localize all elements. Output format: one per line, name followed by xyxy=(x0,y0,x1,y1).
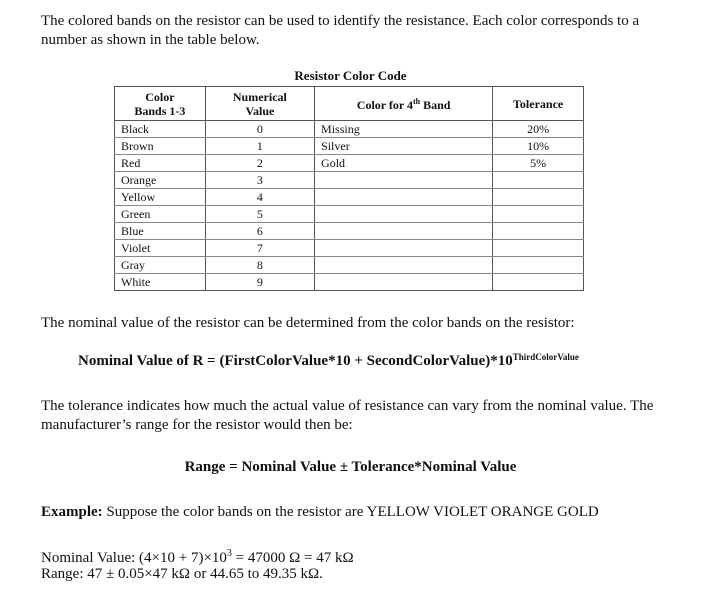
band4-cell xyxy=(315,206,493,223)
tolerance-cell xyxy=(493,240,584,257)
tolerance-cell xyxy=(493,206,584,223)
band4-cell: Silver xyxy=(315,138,493,155)
band4-cell: Missing xyxy=(315,121,493,138)
band4-cell xyxy=(315,223,493,240)
band4-cell xyxy=(315,240,493,257)
table-title: Resistor Color Code xyxy=(294,68,407,83)
table-row xyxy=(115,172,584,189)
table-row xyxy=(115,189,584,206)
example-text: Suppose the color bands on the resistor are YELLOW VIOLET ORANGE GOLD xyxy=(102,504,599,520)
value-cell: 8 xyxy=(205,257,314,274)
table-row xyxy=(115,155,584,172)
tolerance-paragraph: The tolerance indicates how much the actual value of resistance can vary from the nominal value. The manufacturer’s range for the resistor would then be: xyxy=(41,398,654,433)
value-cell: 7 xyxy=(205,240,314,257)
tolerance-cell xyxy=(493,172,584,189)
nominal-formula-main: Nominal Value of R = (FirstColorValue*10 + SecondColorValue)*10 xyxy=(78,353,513,369)
table-row xyxy=(115,274,584,291)
range-formula: Range = Nominal Value ± Tolerance*Nominal Value xyxy=(184,459,517,475)
tolerance-cell: 20% xyxy=(493,121,584,138)
band4-cell: Gold xyxy=(315,155,493,172)
value-cell: 0 xyxy=(205,121,314,138)
value-cell: 9 xyxy=(205,274,314,291)
intro-paragraph: The colored bands on the resistor can be used to identify the resistance. Each color corresponds to a number as shown in the table below. xyxy=(41,13,640,48)
header-band4-sup: th xyxy=(413,97,421,106)
table-row xyxy=(115,206,584,223)
tolerance-cell: 5% xyxy=(493,155,584,172)
header-value-line2: Value xyxy=(245,103,275,118)
header-color-bands xyxy=(115,87,206,121)
header-color-line1: Color xyxy=(145,89,175,104)
value-cell: 3 xyxy=(205,172,314,189)
header-value-line1: Numerical xyxy=(232,89,287,104)
color-cell: Black xyxy=(115,121,206,138)
color-cell: Yellow xyxy=(115,189,206,206)
band4-cell xyxy=(315,172,493,189)
table-row xyxy=(115,240,584,257)
nominal-formula-exponent: ThirdColorValue xyxy=(512,352,579,362)
color-cell: Blue xyxy=(115,223,206,240)
header-color-line2: Bands 1-3 xyxy=(134,103,186,118)
example-paragraph xyxy=(41,503,599,522)
color-cell: Gray xyxy=(115,257,206,274)
table-header-row xyxy=(115,87,584,121)
range-calculation: Range: 47 ± 0.05×47 kΩ or 44.65 to 49.35 kΩ. xyxy=(41,566,323,582)
value-cell: 1 xyxy=(205,138,314,155)
header-color-4th-band xyxy=(315,87,493,121)
example-label: Example: xyxy=(41,504,103,520)
color-cell: Orange xyxy=(115,172,206,189)
color-cell: Green xyxy=(115,206,206,223)
value-cell: 5 xyxy=(205,206,314,223)
color-cell: White xyxy=(115,274,206,291)
nominal-calc-part1: Nominal Value: (4×10 + 7)×10 xyxy=(41,550,227,566)
band4-cell xyxy=(315,274,493,291)
value-cell: 4 xyxy=(205,189,314,206)
nominal-value-paragraph: The nominal value of the resistor can be determined from the color bands on the resistor: xyxy=(41,315,575,331)
header-band4-tail: Band xyxy=(420,98,451,112)
table-row xyxy=(115,121,584,138)
color-cell: Violet xyxy=(115,240,206,257)
header-tolerance: Tolerance xyxy=(493,87,584,121)
band4-cell xyxy=(315,257,493,274)
band4-cell xyxy=(315,189,493,206)
table-row xyxy=(115,257,584,274)
tolerance-cell xyxy=(493,257,584,274)
table-row xyxy=(115,223,584,240)
header-band4-text: Color for 4 xyxy=(356,98,413,112)
value-cell: 6 xyxy=(205,223,314,240)
table-body xyxy=(115,121,584,291)
nominal-calc-part2: = 47000 Ω = 47 kΩ xyxy=(231,550,354,566)
color-cell: Brown xyxy=(115,138,206,155)
nominal-value-formula xyxy=(78,353,579,370)
tolerance-cell: 10% xyxy=(493,138,584,155)
tolerance-cell xyxy=(493,274,584,291)
table-row xyxy=(115,138,584,155)
color-cell: Red xyxy=(115,155,206,172)
nominal-calc-exponent: 3 xyxy=(226,548,232,559)
tolerance-cell xyxy=(493,223,584,240)
value-cell: 2 xyxy=(205,155,314,172)
resistor-color-code-table xyxy=(114,86,584,291)
header-numerical-value xyxy=(205,87,314,121)
tolerance-cell xyxy=(493,189,584,206)
